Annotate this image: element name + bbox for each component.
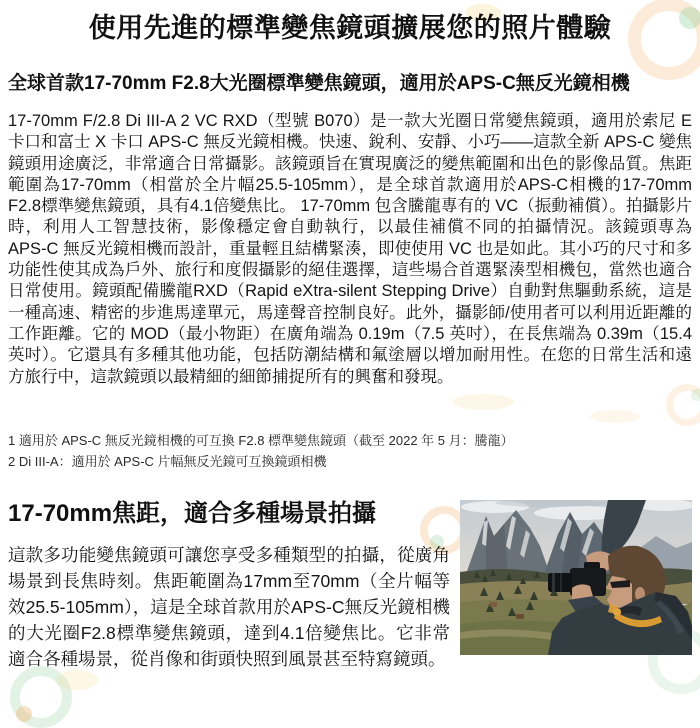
product-description-page [0,12,700,712]
section-text-column [8,500,450,672]
intro-subtitle: 全球首款17-70mm F2.8大光圈標準變焦鏡頭，適用於APS-C無反光鏡相機 [8,73,630,94]
footnote-1: 1 適用於 APS-C 無反光鏡相機的可互換 F2.8 標準變焦鏡頭（截至 2022 年 5 月：騰龍） [8,432,514,448]
footnotes-block [8,430,692,472]
section-paragraph: 這款多功能變焦鏡頭可讓您享受多種類型的拍攝，從廣角場景到長焦時刻。焦距範圍為17mm至70mm（全片幅等效25.5-105mm），這是全球首款用於APS-C無反光鏡相機的大光圈F2.8標準變焦鏡頭，達到4.1倍變焦比。它非常適合各種場景，從肖像和街頭快照到風景甚至特寫鏡頭。 [8,544,450,669]
page-title: 使用先進的標準變焦鏡頭擴展您的照片體驗 [88,13,612,43]
section-heading: 17-70mm焦距，適合多種場景拍攝 [8,499,377,527]
footnote-2: 2 Di III-A：適用於 APS-C 片幅無反光鏡可互換鏡頭相機 [8,453,327,469]
photographer-landscape-image [460,500,692,655]
focal-range-section [8,500,692,672]
intro-paragraph: 17-70mm F/2.8 Di III-A 2 VC RXD（型號 B070）是一款大光圈日常變焦鏡頭，適用於索尼 E 卡口和富士 X 卡口 APS-C 無反光鏡相機。快速、銳利、安靜、小巧——這款全新 APS-C 變焦鏡頭用途廣泛，非常適合日常攝影。該鏡頭旨在實現廣泛的變焦範圍和出色的影像品質。焦距範圍為17-70mm（相當於全片幅25.5-105mm），是全球首款適用於APS-C相機的17-70mm F2.8標準變焦鏡頭，具有4.1倍變焦比。 17-70mm 包含騰龍專有的 VC（振動補償）。拍攝影片時，利用人工智慧技術，影像穩定會自動執行，以最佳補償不同的拍攝情況。該鏡頭專為 APS-C 無反光鏡相機而設計，重量輕且結構緊湊，即使使用 VC 也是如此。其小巧的尺寸和多功能性使其成為戶外、旅行和度假攝影的絕佳選擇，這些場合首選緊湊型相機包，當然也適合日常使用。鏡頭配備騰龍RXD（Rapid eXtra-silent Stepping Drive）自動對焦驅動系統，這是一種高速、精密的步進馬達單元，馬達聲音控制良好。此外，攝影師/使用者可以利用近距離的工作距離。它的 MOD（最小物距）在廣角端為 0.19m（7.5 英吋），在長焦端為 0.39m（15.4 英吋）。它還具有多種其他功能，包括防潮結構和氟塗層以增加耐用性。在您的日常生活和遠方旅行中，這款鏡頭以最精細的細節捕捉所有的興奮和發現。 [8,112,692,386]
photographer-landscape-illustration [460,500,692,655]
